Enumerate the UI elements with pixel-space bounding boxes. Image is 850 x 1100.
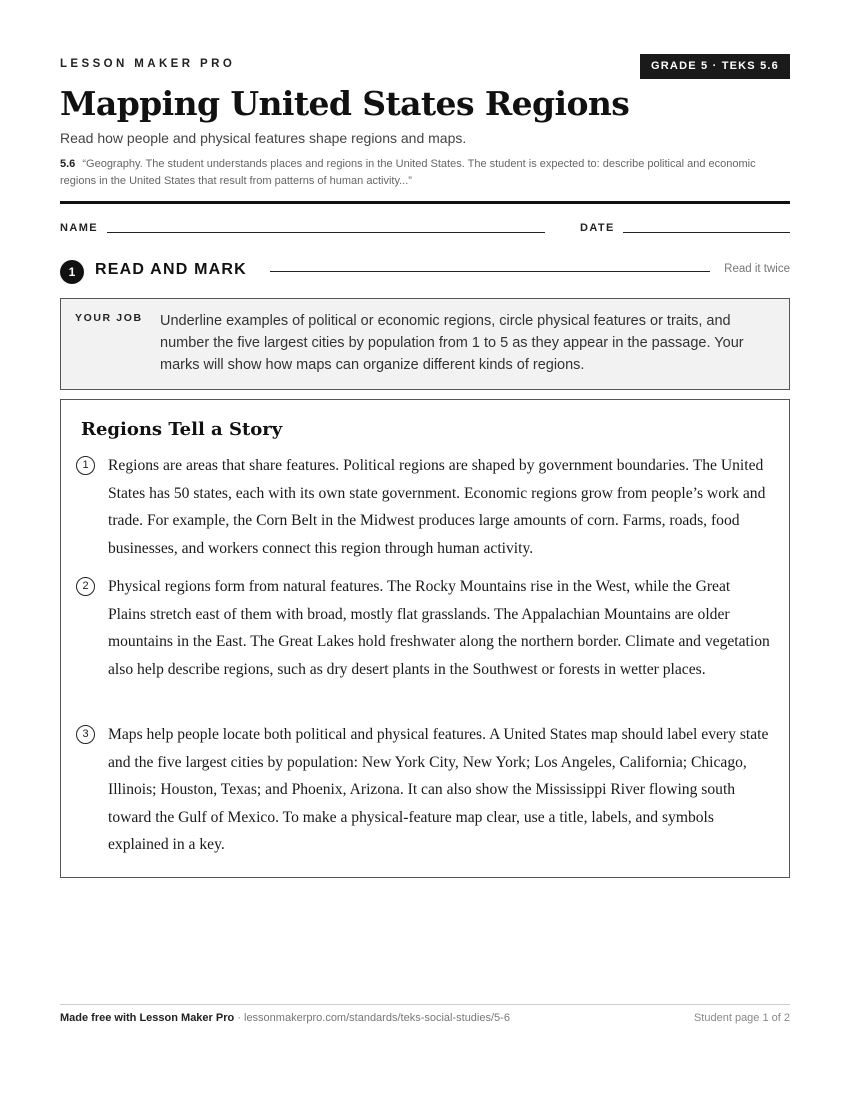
your-job-instructions: Underline examples of political or economic regions, circle physical features or traits, and number the five largest cities by population from 1 to 5 as they appear in the passage. Your marks will show how maps can organize different kinds of regions. bbox=[160, 313, 744, 373]
footer-made-with: Made free with Lesson Maker Pro bbox=[60, 1012, 235, 1024]
reading-passage bbox=[60, 399, 790, 878]
your-job-label: YOUR JOB bbox=[75, 312, 143, 324]
name-label: NAME bbox=[60, 222, 98, 234]
section-divider bbox=[270, 271, 710, 272]
passage-paragraph-3: Maps help people locate both political and physical features. A United States map should label every state and the five largest cities by population: New York City, New York; Los Angeles, California; Chicago, Illinois; Houston, Texas; and Phoenix, Arizona. It can also show the Mississippi River flowing south toward the Gulf of Mexico. To make a physical-feature map clear, use a title, labels, and symbols explained in a key. bbox=[108, 726, 769, 853]
passage-title: Regions Tell a Story bbox=[81, 419, 283, 440]
your-job-box bbox=[60, 298, 790, 390]
passage-paragraph-1: Regions are areas that share features. Political regions are shaped by government boundaries. The United States has 50 states, each with its own state government. Economic regions grow from people’s work and trade. For example, the Corn Belt in the Midwest produces large amounts of corn. Farms, roads, food businesses, and workers connect this region through human activity. bbox=[108, 457, 766, 557]
paragraph-number-1: 1 bbox=[76, 456, 95, 475]
footer-separator: · bbox=[234, 1012, 244, 1024]
standard-text: “Geography. The student understands places and regions in the United States. The student is expected to: describe political and economic regions in the United States that result from patterns of human activity...” bbox=[60, 158, 756, 187]
page-indicator: Student page 1 of 2 bbox=[693, 1012, 790, 1024]
section-number-badge: 1 bbox=[60, 260, 84, 284]
paragraph-number-2: 2 bbox=[76, 577, 95, 596]
date-field[interactable] bbox=[623, 232, 790, 233]
standard-statement bbox=[60, 156, 790, 190]
footer-divider bbox=[60, 1004, 790, 1005]
standard-code: 5.6 bbox=[60, 158, 76, 170]
worksheet-page bbox=[60, 0, 790, 1100]
footer-credit bbox=[60, 1012, 510, 1024]
date-label: DATE bbox=[580, 222, 615, 234]
brand-name: LESSON MAKER PRO bbox=[60, 58, 236, 70]
page-subtitle: Read how people and physical features shape regions and maps. bbox=[60, 130, 467, 146]
section-note: Read it twice bbox=[724, 263, 790, 275]
page-title: Mapping United States Regions bbox=[60, 84, 630, 123]
paragraph-number-3: 3 bbox=[76, 725, 95, 744]
footer-url[interactable]: lessonmakerpro.com/standards/teks-social-studies/5-6 bbox=[244, 1012, 510, 1024]
header-divider bbox=[60, 201, 790, 204]
section-title: READ AND MARK bbox=[95, 261, 247, 278]
grade-badge: GRADE 5 · TEKS 5.6 bbox=[640, 54, 790, 79]
passage-paragraph-2: Physical regions form from natural features. The Rocky Mountains rise in the West, while the Great Plains stretch east of them with broad, mostly flat grasslands. The Appalachian Mountains are older mountains in the East. The Great Lakes hold freshwater along the northern border. Climate and vegetation also help describe regions, such as dry desert plants in the Southwest or forests in wetter places. bbox=[108, 578, 770, 678]
name-field[interactable] bbox=[107, 232, 545, 233]
